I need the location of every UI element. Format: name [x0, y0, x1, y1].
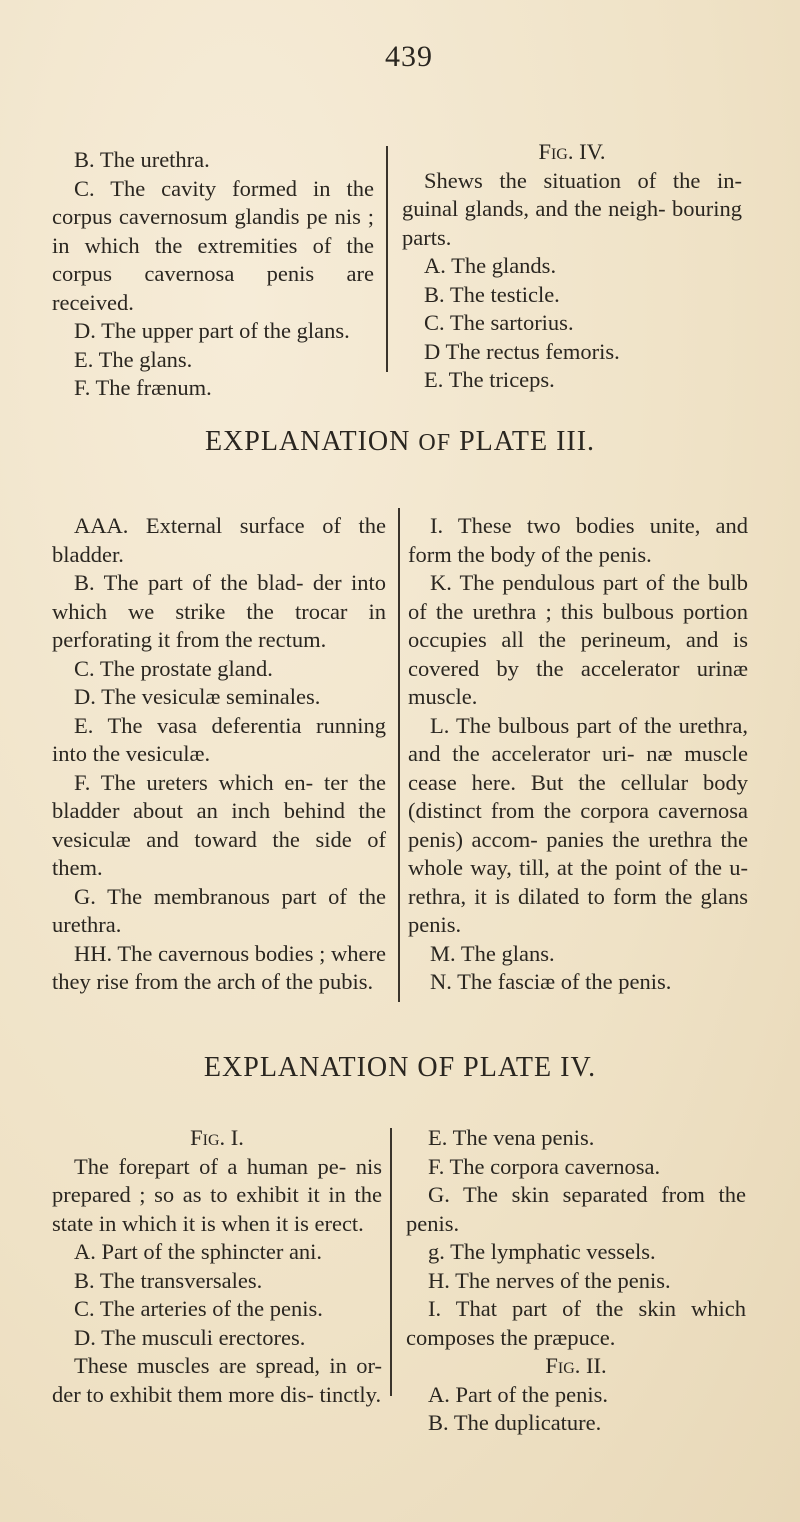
column-divider [390, 1128, 392, 1396]
list-item: M. The glans. [430, 940, 555, 966]
top-right-column [402, 138, 742, 395]
list-item: G. The skin separated from the penis. [406, 1182, 746, 1236]
list-item: H. The nerves of the penis. [428, 1267, 671, 1293]
list-item: E. The glans. [74, 346, 193, 372]
list-item: B. The urethra. [74, 147, 210, 172]
top-left-column [52, 146, 374, 403]
list-item: B. The part of the blad- der into which we strike the trocar in perforating it from the rectum. [52, 570, 386, 652]
list-item: F. The corpora cavernosa. [428, 1153, 661, 1179]
list-item: B. The duplicature. [428, 1410, 602, 1435]
column-divider [386, 146, 388, 372]
fig-title: Fig. IV. [538, 139, 606, 164]
plate3-right-column [408, 512, 748, 997]
list-item: G. The membranous part of the urethra. [52, 883, 386, 937]
list-item: B. The transversales. [74, 1267, 263, 1293]
fig-title: Fig. II. [545, 1353, 607, 1378]
page-number: 439 [385, 40, 433, 73]
fig-note: These muscles are spread, in or- der to exhibit them more dis- tinctly. [52, 1353, 382, 1407]
list-item: A. The glands. [424, 253, 557, 278]
list-item: A. Part of the sphincter ani. [74, 1239, 323, 1264]
plate3-left-column [52, 512, 386, 997]
list-item: I. That part of the skin which composes the præpuce. [406, 1296, 746, 1350]
fig-title: Fig. I. [190, 1125, 244, 1150]
list-item: E. The triceps. [424, 367, 555, 392]
list-item: AAA. External surface of the bladder. [52, 513, 386, 567]
plate4-left-column [52, 1124, 382, 1409]
heading-of: OF [418, 430, 452, 456]
list-item: F. The ureters which en- ter the bladder about an inch behind the vesiculæ and toward the side of them. [52, 769, 386, 880]
plate4-right-column [406, 1124, 746, 1438]
list-item: K. The pendulous part of the bulb of the urethra ; this bulbous portion occupies all the perineum, and is covered by the accelerator urinæ muscle. [408, 570, 748, 709]
list-item: B. The testicle. [424, 281, 560, 307]
list-item: N. The fasciæ of the penis. [430, 969, 672, 994]
heading-main: EXPLANATION [204, 426, 411, 457]
list-item: D. The upper part of the glans. [74, 318, 350, 343]
list-item: C. The prostate gland. [74, 655, 273, 681]
fig-intro: The forepart of a human pe- nis prepared ; so as to exhibit it in the state in which it is when it is erect. [52, 1153, 382, 1236]
list-item: C. The sartorius. [424, 310, 574, 335]
list-item: D. The musculi erectores. [74, 1324, 306, 1350]
list-item: g. The lymphatic vessels. [428, 1239, 656, 1264]
list-item: D The rectus femoris. [424, 338, 620, 364]
list-item: D. The vesiculæ seminales. [74, 684, 321, 709]
list-item: A. Part of the penis. [428, 1381, 608, 1407]
list-item: C. The cavity formed in the corpus cavernosum glandis pe nis ; in which the extremities of the corpus cavernosa penis are received. [52, 175, 374, 315]
list-item: E. The vasa deferentia running into the vesiculæ. [52, 712, 386, 766]
list-item: E. The vena penis. [428, 1125, 595, 1150]
heading-plate: PLATE III. [459, 426, 596, 457]
heading-plate-4: EXPLANATION OF PLATE IV. [203, 1052, 597, 1083]
fig-intro: Shews the situation of the in- guinal glands, and the neigh- bouring parts. [402, 167, 742, 250]
list-item: I. These two bodies unite, and form the body of the penis. [408, 513, 748, 567]
list-item: C. The arteries of the penis. [74, 1296, 323, 1321]
column-divider [398, 508, 400, 1002]
heading-plate-3 [0, 426, 800, 458]
list-item: F. The frænum. [74, 375, 212, 400]
list-item: HH. The cavernous bodies ; where they rise from the arch of the pubis. [52, 940, 386, 994]
list-item: L. The bulbous part of the urethra, and the accelerator uri- næ muscle cease here. But the cellular body (distinct from the corpora cavernosa penis) accom- panies the urethra the whole way, till, at the point of the u- rethra, it is dilated to form the glans penis. [408, 712, 748, 937]
